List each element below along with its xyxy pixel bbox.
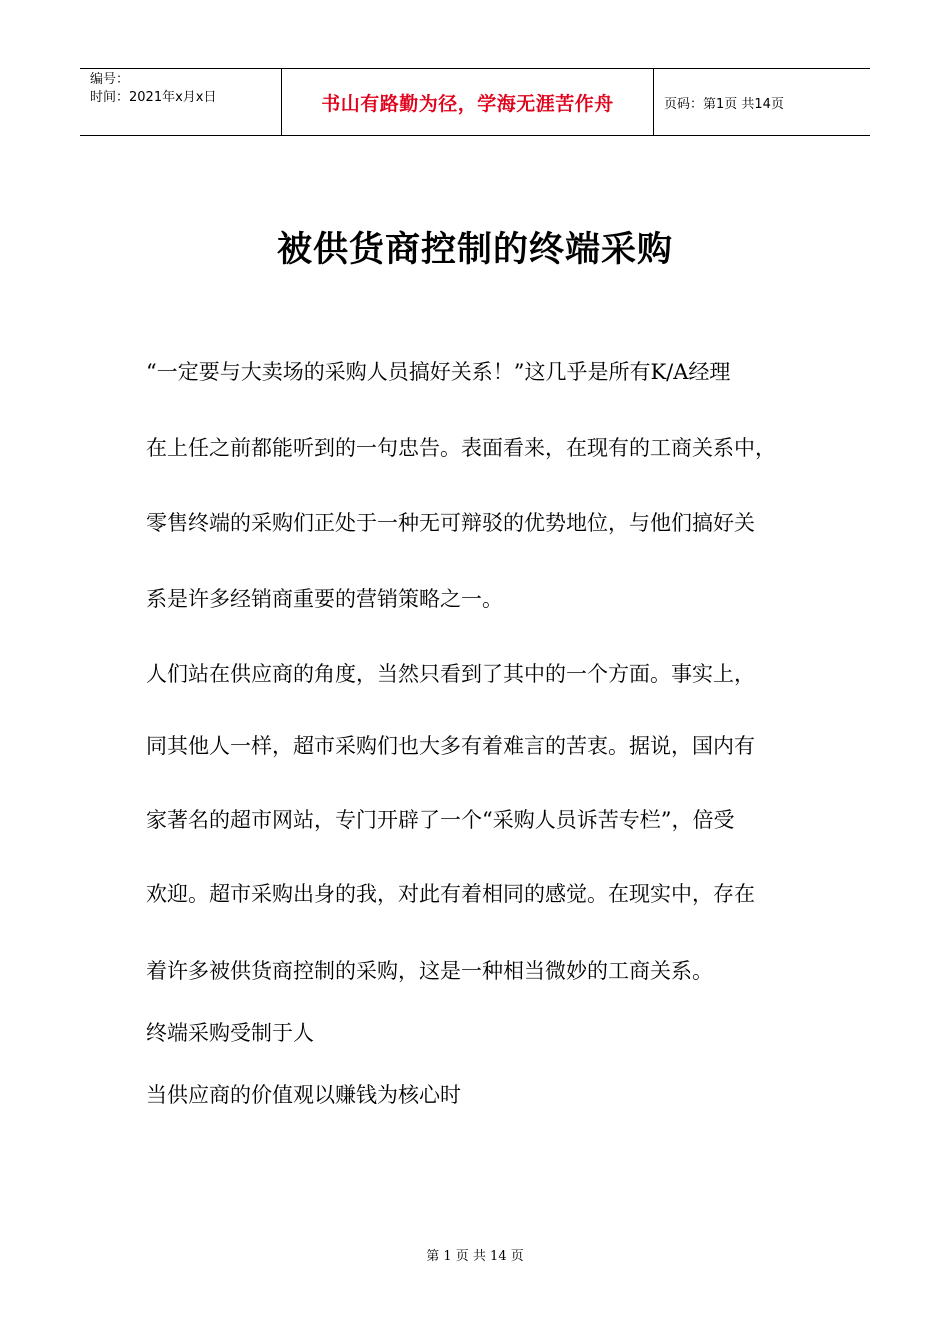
header-page-info: 页码：第1页 共14页 [664,96,784,112]
body-line: “一定要与大卖场的采购人员搞好关系！”这几乎是所有K/A经理 [146,360,731,384]
header-table [80,68,870,136]
body-line: 着许多被供货商控制的采购，这是一种相当微妙的工商关系。 [146,959,713,983]
body-line: 零售终端的采购们正处于一种无可辩驳的优势地位，与他们搞好关 [146,511,755,535]
section-heading: 终端采购受制于人 [146,1021,314,1045]
date-label: 时间：2021年x月x日 [90,90,217,105]
body-line: 同其他人一样，超市采购们也大多有着难言的苦衷。据说，国内有 [146,734,755,758]
body-line: 在上任之前都能听到的一句忠告。表面看来，在现有的工商关系中， [146,436,776,460]
body-line: 人们站在供应商的角度，当然只看到了其中的一个方面。事实上， [146,662,755,686]
section-heading: 当供应商的价值观以赚钱为核心时 [146,1083,461,1107]
header-motto: 书山有路勤为径，学海无涯苦作舟 [282,69,654,135]
body-line: 家著名的超市网站，专门开辟了一个“采购人员诉苦专栏”，倍受 [146,808,735,832]
document-title: 被供货商控制的终端采购 [276,230,673,270]
serial-number-label: 编号： [90,72,130,87]
page-footer: 第 1 页 共 14 页 [426,1249,524,1264]
body-line: 系是许多经销商重要的营销策略之一。 [146,587,503,611]
header-meta-cell [80,69,282,135]
body-line: 欢迎。超市采购出身的我，对此有着相同的感觉。在现实中，存在 [146,882,755,906]
